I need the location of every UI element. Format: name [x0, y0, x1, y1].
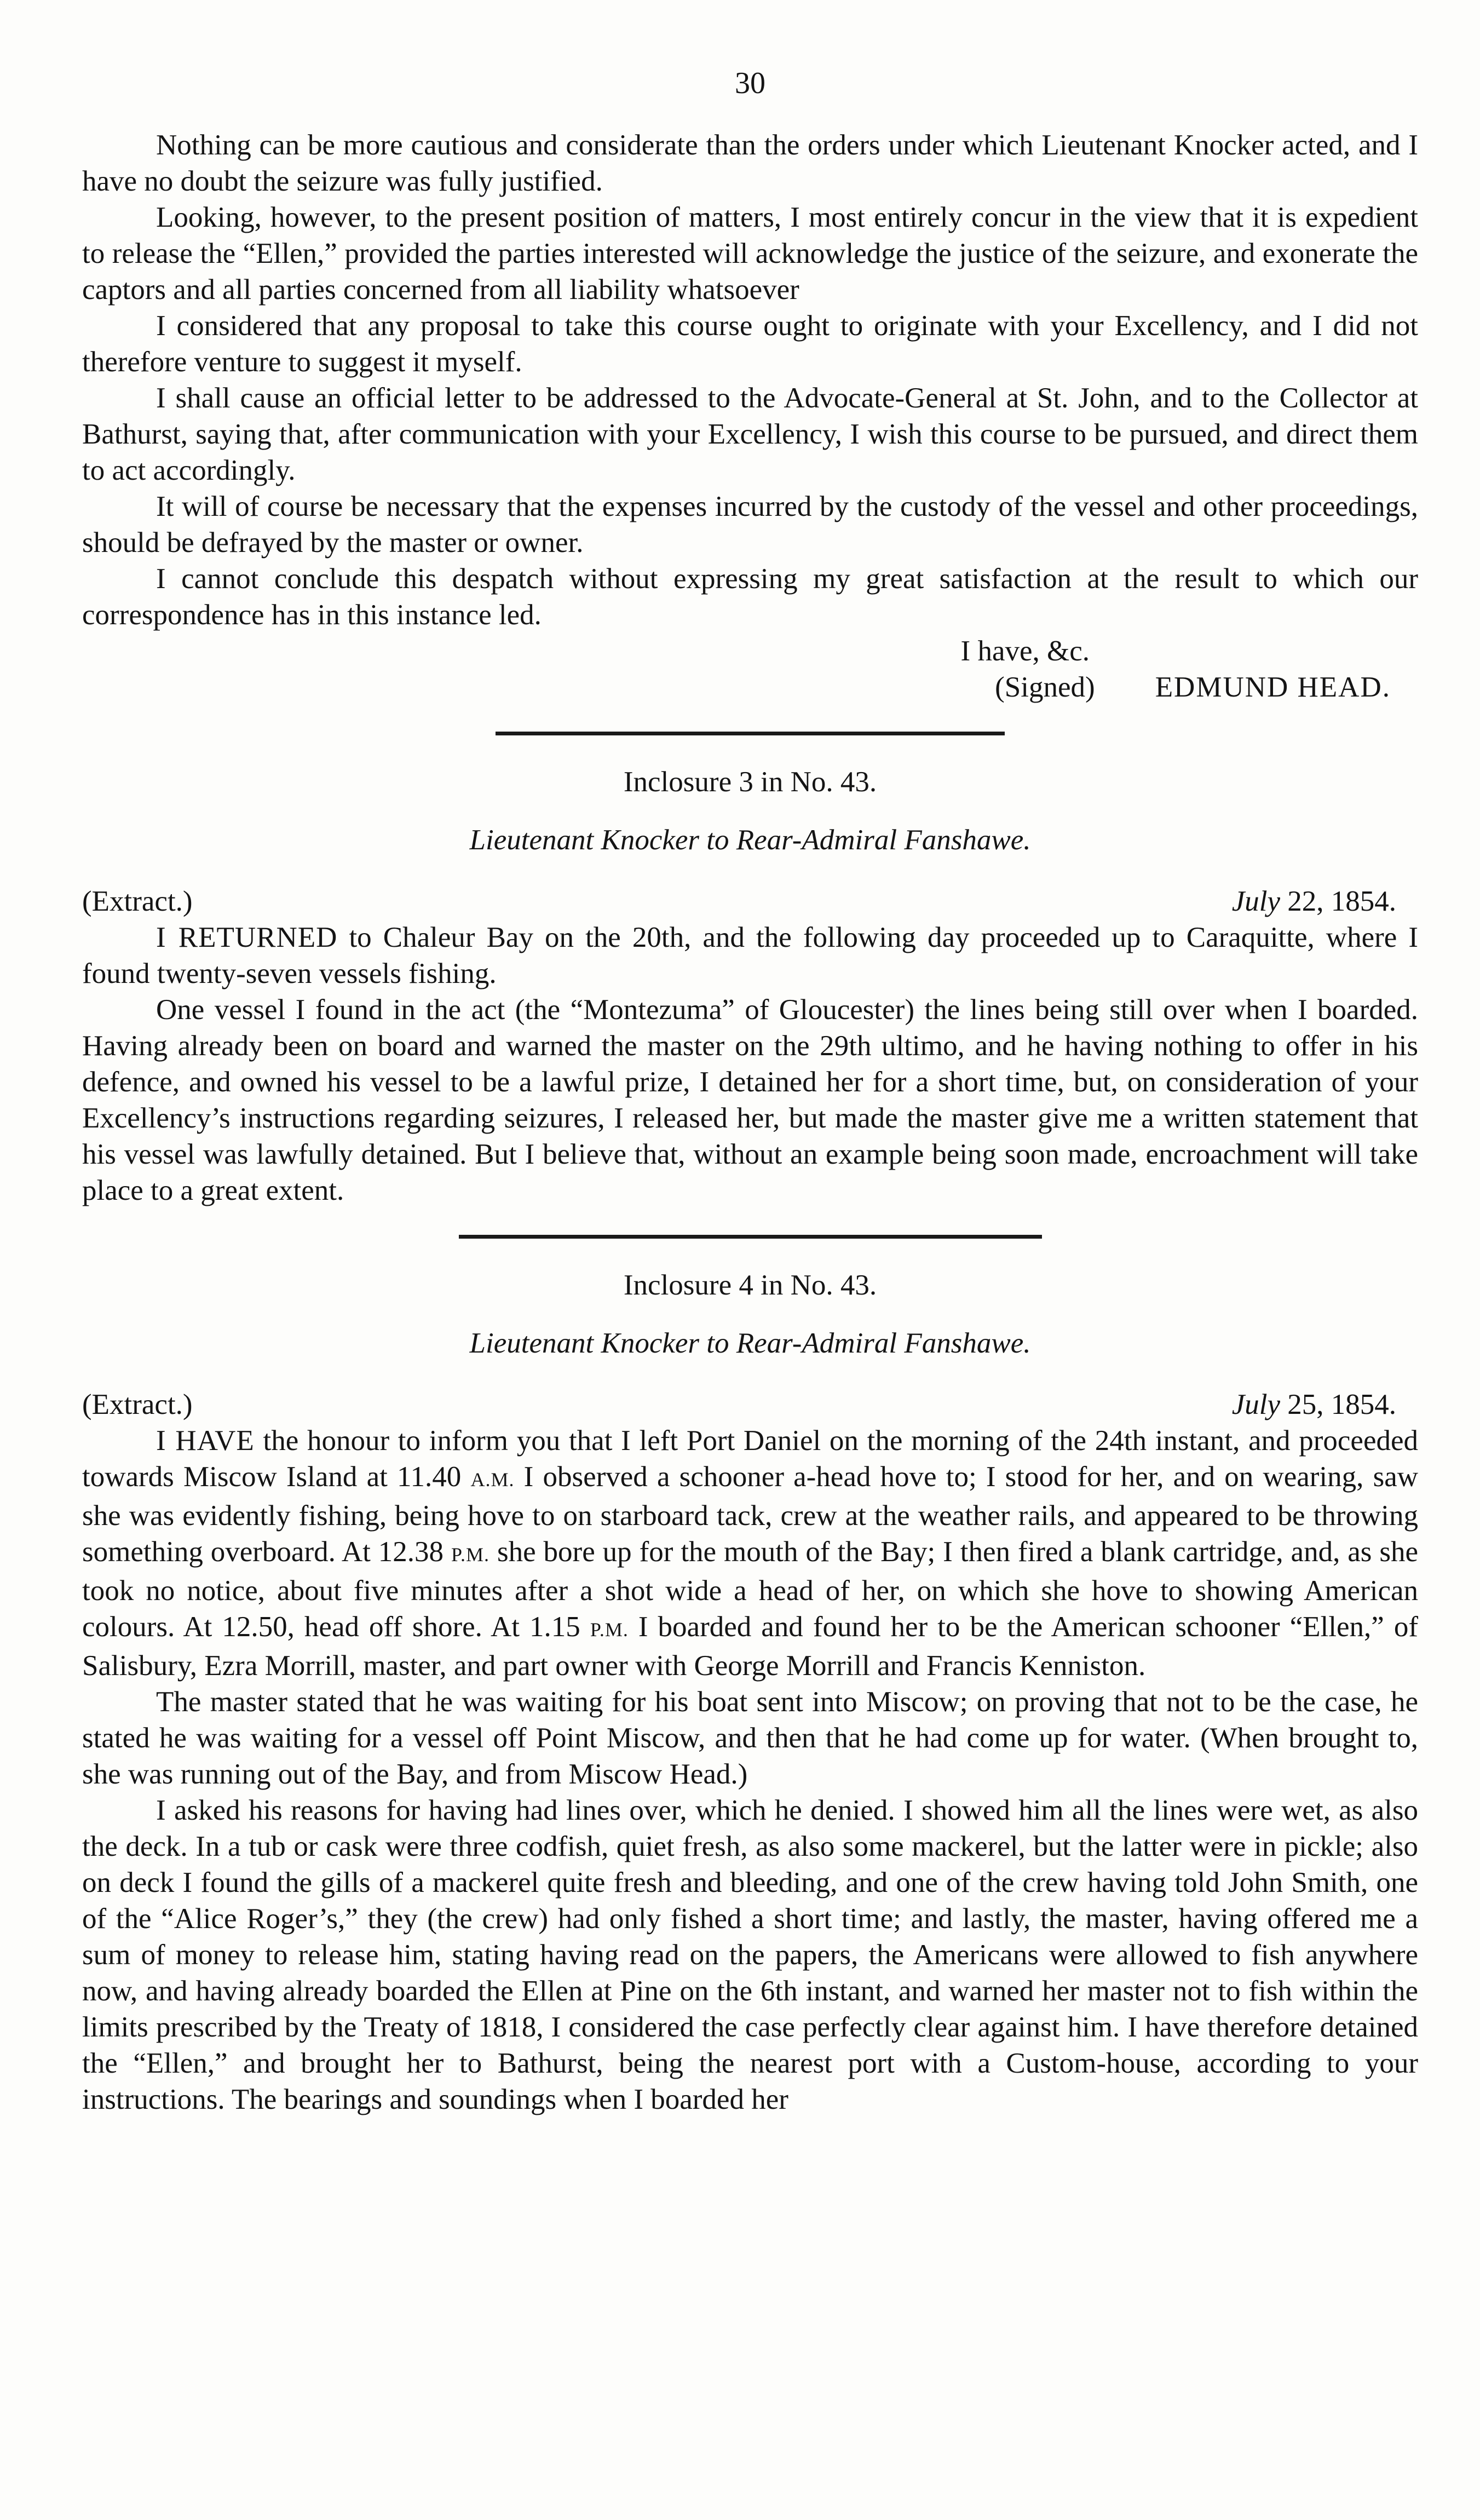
letter-date — [1232, 883, 1418, 919]
despatch-section — [82, 127, 1418, 705]
date-rest: 22, 1854. — [1280, 885, 1396, 917]
inclosure-title: Inclosure 4 in No. 43. — [623, 1269, 877, 1301]
page-number: 30 — [735, 66, 765, 100]
letter-date — [1232, 1386, 1418, 1423]
inclosure-subtitle: Lieutenant Knocker to Rear-Admiral Fanshawe. — [469, 1327, 1031, 1359]
paragraph-text: the honour to inform you that I left Port Daniel on the morning of the 24th instant, and proceeded towards Miscow Island at 11.40 — [82, 1425, 1418, 1493]
paragraph — [82, 919, 1418, 992]
paragraph — [82, 1423, 1418, 1684]
extract-date-line — [82, 1386, 1418, 1423]
date-rest: 25, 1854. — [1280, 1389, 1396, 1420]
paragraph: I shall cause an official letter to be addressed to the Advocate-General at St. John, and to the Collector at Bathurst, saying that, after communication with your Excellency, I wish this course to be pursued, and direct them to act accordingly. — [82, 382, 1418, 486]
time-abbreviation: P.M. — [451, 1544, 490, 1566]
paragraph-text: I boarded and found her to be the American schooner “Ellen,” of Salisbury, Ezra Morrill, master, and part owner with George Morrill and Francis Kenniston. — [82, 1611, 1418, 1682]
inclosure-4-section — [82, 1267, 1418, 2118]
extract-label: (Extract.) — [82, 885, 193, 917]
paragraph: Nothing can be more cautious and considerate than the orders under which Lieutenant Knocker acted, and I have no doubt the seizure was fully justified. — [82, 129, 1418, 197]
paragraph: Looking, however, to the present position of matters, I most entirely concur in the view that it is expedient to release the “Ellen,” provided the parties interested will acknowledge the justice of the seizure, and exonerate the captors and all parties concerned from all liability whatsoever — [82, 202, 1418, 306]
lead-word: I HAVE — [156, 1425, 255, 1457]
paragraph: One vessel I found in the act (the “Montezuma” of Gloucester) the lines being still over when I boarded. Having already been on board and warned the master on the 29th ultimo, and he having nothing to offer in his defence, and owned his vessel to be a lawful prize, I detained her for a short time, but, on consideration of your Excellency’s instructions regarding seizures, I released her, but made the master give me a written statement that his vessel was lawfully detained. But I believe that, without an example being soon made, encroachment will take place to a great extent. — [82, 994, 1418, 1206]
document-page — [82, 66, 1418, 2118]
date-month: July — [1231, 885, 1280, 917]
paragraph: I asked his reasons for having had lines over, which he denied. I showed him all the lines were wet, as also the deck. In a tub or cask were three codfish, quiet fresh, as also some mackerel, but the latter were in pickle; also on deck I found the gills of a mackerel quite fresh and bleeding, and one of the crew having told John Smith, one of the “Alice Roger’s,” they (the crew) had only fished a short time; and lastly, the master, having offered me a sum of money to release him, stating having read on the papers, the Americans were allowed to fish anywhere now, and having already boarded the Ellen at Pine on the 6th instant, and warned her master not to fish within the limits prescribed by the Treaty of 1818, I considered the case perfectly clear against him. I have therefore detained the “Ellen,” and brought her to Bathurst, being the nearest port with a Custom-house, according to your instructions. The bearings and soundings when I boarded her — [82, 1794, 1418, 2115]
inclosure-3-section — [82, 764, 1418, 1209]
section-divider — [496, 732, 1005, 735]
date-month: July — [1231, 1389, 1280, 1420]
paragraph-text: I observed a schooner a-head hove to; I stood for her, and on wearing, saw she was evidently fishing, being hove to on starboard tack, crew at the weather rails, and appeared to be throwing something overboard. At 12.38 — [82, 1461, 1418, 1568]
signature-line — [82, 669, 1418, 705]
paragraph: It will of course be necessary that the expenses incurred by the custody of the vessel and other proceedings, should be defrayed by the master or owner. — [82, 491, 1418, 559]
inclosure-subtitle: Lieutenant Knocker to Rear-Admiral Fanshawe. — [469, 824, 1031, 856]
extract-date-line — [82, 883, 1418, 919]
extract-label: (Extract.) — [82, 1389, 193, 1420]
signed-label: (Signed) — [995, 671, 1095, 703]
time-abbreviation: P.M. — [590, 1619, 629, 1641]
signatory-name: EDMUND HEAD. — [1155, 671, 1391, 703]
paragraph: The master stated that he was waiting for his boat sent into Miscow; on proving that not to be the case, he stated he was waiting for a vessel off Point Miscow, and then that he had come up for water. (When brought to, she was running out of the Bay, and from Miscow Head.) — [82, 1686, 1418, 1790]
closing-phrase: I have, &c. — [960, 635, 1090, 667]
paragraph-text: she bore up for the mouth of the Bay; I then fired a blank cartridge, and, as she took no notice, about five minutes after a shot wide a head of her, on which she hove to showing American colours. At 12.50, head off shore. At 1.15 — [82, 1536, 1418, 1643]
section-divider — [459, 1235, 1042, 1239]
inclosure-title: Inclosure 3 in No. 43. — [623, 766, 877, 798]
paragraph-text: to Chaleur Bay on the 20th, and the following day proceeded up to Caraquitte, where I found twenty-seven vessels fishing. — [82, 922, 1418, 989]
paragraph: I considered that any proposal to take this course ought to originate with your Excellency, and I did not therefore venture to suggest it myself. — [82, 310, 1418, 378]
lead-word: I RETURNED — [156, 922, 338, 953]
time-abbreviation: A.M. — [470, 1469, 515, 1491]
paragraph: I cannot conclude this despatch without expressing my great satisfaction at the result to which our correspondence has in this instance led. — [82, 563, 1418, 631]
